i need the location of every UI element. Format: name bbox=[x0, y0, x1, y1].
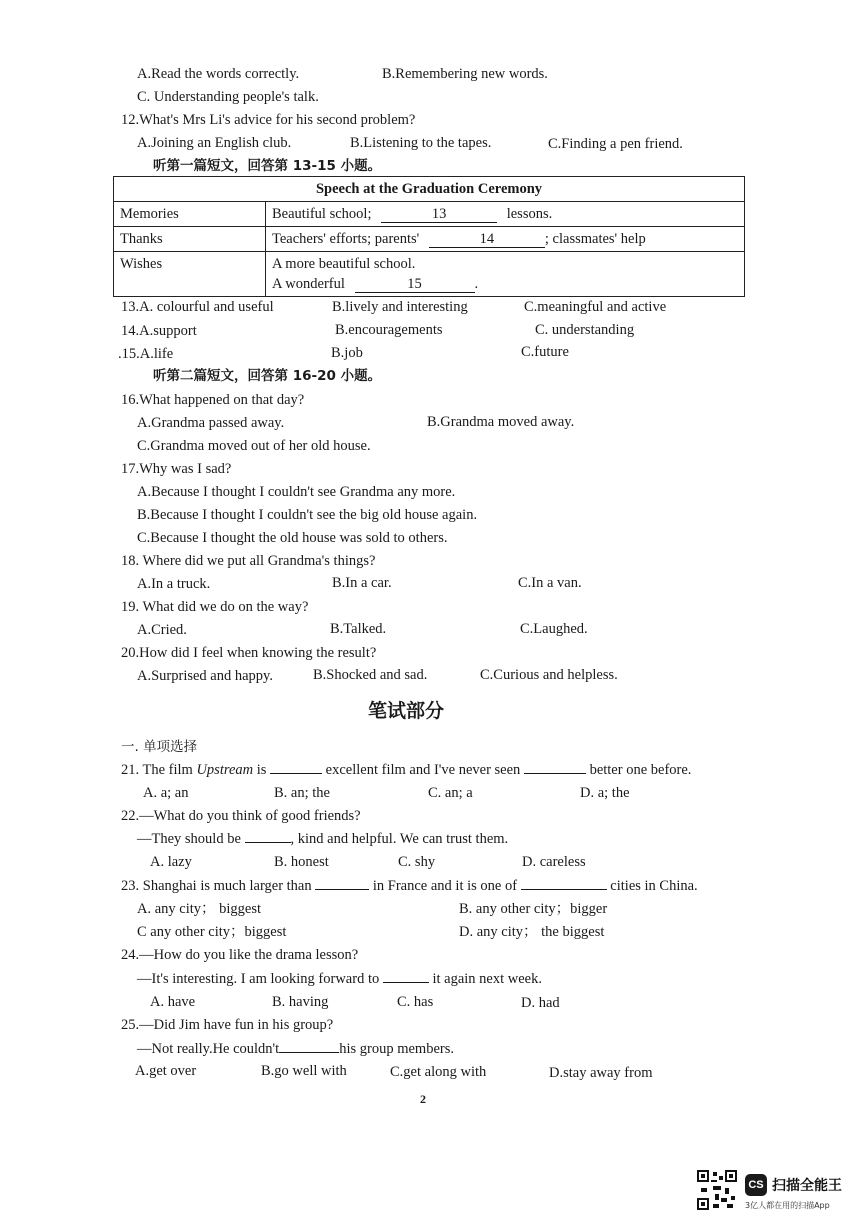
q24-option-c: C. has bbox=[397, 994, 434, 1010]
q25-option-b: B.go well with bbox=[261, 1063, 347, 1079]
q21-option-d: D. a; the bbox=[580, 785, 630, 801]
q25-stem: 25.—Did Jim have fun in his group? bbox=[121, 1017, 334, 1033]
q20-option-c: C.Curious and helpless. bbox=[480, 667, 618, 683]
q13-option-a: 13.A. colourful and useful bbox=[121, 299, 274, 315]
blank-13: 13 bbox=[381, 207, 497, 223]
table-row-content: Beautiful school; 13 lessons. bbox=[266, 202, 745, 227]
q11-option-b: B.Remembering new words. bbox=[382, 66, 548, 82]
q23-stem: 23. Shanghai is much larger than in France and it is one of cities in China. bbox=[121, 878, 698, 894]
q13-option-b: B.lively and interesting bbox=[332, 299, 468, 315]
q11-option-a: A.Read the words correctly. bbox=[137, 66, 300, 82]
table-row-label: Thanks bbox=[114, 227, 266, 252]
table-title: Speech at the Graduation Ceremony bbox=[114, 177, 745, 202]
q22-option-b: B. honest bbox=[274, 854, 329, 870]
q16-option-a: A.Grandma passed away. bbox=[137, 415, 285, 431]
q17-option-c: C.Because I thought the old house was sold to others. bbox=[137, 530, 448, 546]
q12-option-c: C.Finding a pen friend. bbox=[548, 136, 683, 152]
q13-option-c: C.meaningful and active bbox=[524, 299, 667, 315]
q23-option-d: D. any city； the biggest bbox=[459, 924, 605, 940]
q24-option-d: D. had bbox=[521, 995, 560, 1011]
table-row-label: Wishes bbox=[114, 252, 266, 297]
q21-option-b: B. an; the bbox=[274, 785, 330, 801]
q11-option-c: C. Understanding people's talk. bbox=[137, 89, 319, 105]
q17-stem: 17.Why was I sad? bbox=[121, 461, 232, 477]
q24-option-a: A. have bbox=[150, 994, 196, 1010]
q15-option-b: B.job bbox=[331, 345, 363, 361]
q15-option-c: C.future bbox=[521, 344, 569, 360]
table-row-label: Memories bbox=[114, 202, 266, 227]
qr-code-icon bbox=[697, 1170, 737, 1210]
q25-line2: —Not really.He couldn't his group members. bbox=[137, 1041, 454, 1057]
q20-stem: 20.How did I feel when knowing the result? bbox=[121, 645, 377, 661]
scanner-app-name: 扫描全能王 bbox=[772, 1178, 842, 1194]
q12-option-a: A.Joining an English club. bbox=[137, 135, 292, 151]
q14-option-b: B.encouragements bbox=[335, 322, 443, 338]
q14-option-c: C. understanding bbox=[535, 322, 635, 338]
q24-line2: —It's interesting. I am looking forward to it again next week. bbox=[137, 971, 542, 987]
q23-option-b: B. any other city；bigger bbox=[459, 901, 608, 917]
q16-option-b: B.Grandma moved away. bbox=[427, 414, 575, 430]
q22-option-c: C. shy bbox=[398, 854, 436, 870]
q17-option-a: A.Because I thought I couldn't see Grandma any more. bbox=[137, 484, 456, 500]
section-heading-passage1: 听第一篇短文，回答第 13-15 小题。 bbox=[153, 158, 382, 174]
page-number: 2 bbox=[420, 1092, 426, 1106]
q23-option-c: C any other city；biggest bbox=[137, 924, 287, 940]
q22-stem: 22.—What do you think of good friends? bbox=[121, 808, 361, 824]
q24-stem: 24.—How do you like the drama lesson? bbox=[121, 947, 359, 963]
q18-option-c: C.In a van. bbox=[518, 575, 582, 591]
q16-stem: 16.What happened on that day? bbox=[121, 392, 305, 408]
q25-option-c: C.get along with bbox=[390, 1064, 487, 1080]
q21-option-a: A. a; an bbox=[143, 785, 189, 801]
q16-option-c: C.Grandma moved out of her old house. bbox=[137, 438, 371, 454]
q19-option-a: A.Cried. bbox=[137, 622, 187, 638]
q22-line2: —They should be , kind and helpful. We can trust them. bbox=[137, 831, 509, 847]
q14-option-a: 14.A.support bbox=[121, 323, 197, 339]
q18-stem: 18. Where did we put all Grandma's things? bbox=[121, 553, 376, 569]
q25-option-d: D.stay away from bbox=[549, 1065, 653, 1081]
q24-option-b: B. having bbox=[272, 994, 329, 1010]
table-row-content: Teachers' efforts; parents' 14 ; classmates' help bbox=[266, 227, 745, 252]
written-section-title: 笔试部分 bbox=[368, 700, 445, 722]
table-row-content: A more beautiful school. A wonderful 15 . bbox=[266, 252, 745, 297]
q22-option-a: A. lazy bbox=[150, 854, 192, 870]
q21-option-c: C. an; a bbox=[428, 785, 473, 801]
q20-option-a: A.Surprised and happy. bbox=[137, 668, 273, 684]
q19-option-b: B.Talked. bbox=[330, 621, 387, 637]
blank-15: 15 bbox=[355, 277, 475, 293]
q22-option-d: D. careless bbox=[522, 854, 586, 870]
q18-option-b: B.In a car. bbox=[332, 575, 392, 591]
q23-option-a: A. any city； biggest bbox=[137, 901, 262, 917]
q21-stem: 21. The film Upstream is excellent film and I've never seen better one before. bbox=[121, 762, 692, 778]
q12-option-b: B.Listening to the tapes. bbox=[350, 135, 492, 151]
q25-option-a: A.get over bbox=[135, 1063, 197, 1079]
camscanner-logo-icon: CS bbox=[745, 1174, 767, 1196]
q18-option-a: A.In a truck. bbox=[137, 576, 211, 592]
scanner-app-tagline: 3亿人都在用的扫描App bbox=[745, 1201, 830, 1210]
q15-option-a: .15.A.life bbox=[118, 346, 174, 362]
section-heading-passage2: 听第二篇短文，回答第 16-20 小题。 bbox=[153, 368, 382, 384]
q19-option-c: C.Laughed. bbox=[520, 621, 588, 637]
q12-stem: 12.What's Mrs Li's advice for his second problem? bbox=[121, 112, 416, 128]
speech-table bbox=[113, 176, 745, 297]
blank-14: 14 bbox=[429, 232, 545, 248]
q19-stem: 19. What did we do on the way? bbox=[121, 599, 309, 615]
q17-option-b: B.Because I thought I couldn't see the big old house again. bbox=[137, 507, 478, 523]
q20-option-b: B.Shocked and sad. bbox=[313, 667, 428, 683]
part-heading: 一. 单项选择 bbox=[121, 739, 198, 755]
